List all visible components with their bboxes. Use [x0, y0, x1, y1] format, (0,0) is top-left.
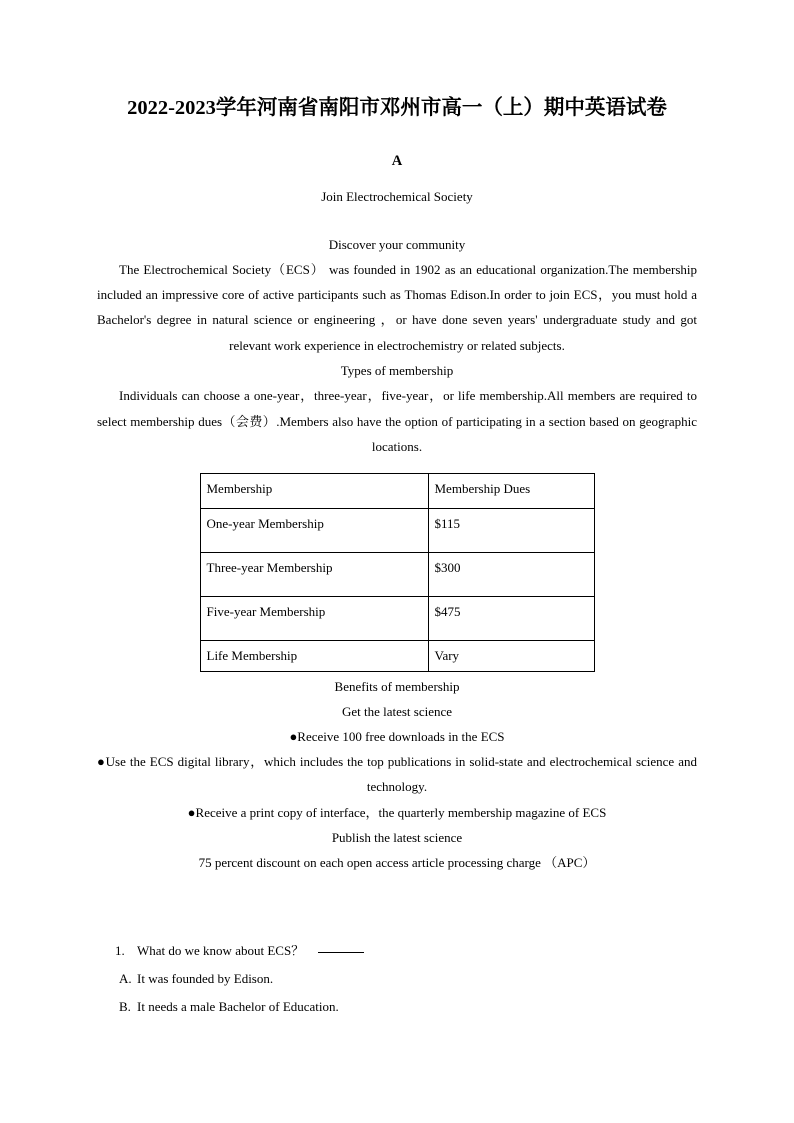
passage-subheading-publish: Publish the latest science	[331, 830, 463, 846]
table-cell-membership-type: Three-year Membership	[200, 552, 428, 596]
question-text: What do we know about ECS？	[137, 943, 305, 959]
question-1-option-a[interactable]	[97, 965, 697, 993]
benefit-item-discount: 75 percent discount on each open access article processing charge （APC）	[198, 855, 596, 871]
membership-dues-table	[200, 473, 595, 672]
passage-paragraph-2: Individuals can choose a one-year，three-year，five-year，or life membership.All members are required to select membership dues（会费）.Members also have the option of participating in a section based on geographic locations.	[97, 388, 697, 455]
passage-subheading-types: Types of membership	[340, 363, 454, 379]
table-cell-membership-type: One-year Membership	[200, 508, 428, 552]
table-cell-dues-amount: Vary	[428, 640, 594, 671]
option-letter: A.	[119, 971, 132, 987]
option-text: It needs a male Bachelor of Education.	[137, 999, 339, 1015]
question-number: 1.	[115, 943, 125, 959]
table-row	[200, 640, 594, 671]
table-header-dues: Membership Dues	[428, 473, 594, 508]
passage-subheading-get-science: Get the latest science	[341, 703, 453, 719]
table-cell-dues-amount: $300	[428, 552, 594, 596]
table-cell-membership-type: Five-year Membership	[200, 596, 428, 640]
benefit-item-downloads: ●Receive 100 free downloads in the ECS	[289, 728, 505, 744]
table-cell-dues-amount: $475	[428, 596, 594, 640]
table-cell-membership-type: Life Membership	[200, 640, 428, 671]
benefit-item-digital-library: ●Use the ECS digital library，which includes the top publications in solid-state and electrochemical science and technology.	[97, 753, 697, 795]
table-cell-dues-amount: $115	[428, 508, 594, 552]
page-title: 2022-2023学年河南省南阳市邓州市高一（上）期中英语试卷	[127, 97, 667, 119]
table-header-membership: Membership	[200, 473, 428, 508]
section-letter: A	[391, 152, 403, 169]
option-text: It was founded by Edison.	[137, 971, 274, 987]
answer-blank[interactable]	[318, 952, 364, 953]
table-row	[200, 508, 594, 552]
passage-paragraph-1: The Electrochemical Society（ECS） was founded in 1902 as an educational organization.The membership included an impressive core of active participants such as Thomas Edison.In order to join ECS，you must hold a Bachelor's degree in natural science or engineering ，or have done seven years' undergraduate study and got relevant work experience in electrochemistry or related subjects.	[97, 261, 697, 353]
table-header-row	[200, 473, 594, 508]
benefit-item-print-copy: ●Receive a print copy of interface，the quarterly membership magazine of ECS	[187, 804, 607, 820]
passage-subheading-benefits: Benefits of membership	[334, 678, 460, 694]
question-1-option-b[interactable]	[97, 993, 697, 1021]
table-row	[200, 596, 594, 640]
dues-table-container	[97, 460, 697, 674]
option-letter: B.	[119, 999, 131, 1015]
spacer	[97, 209, 697, 232]
reading-passage-a	[97, 123, 697, 875]
question-1	[97, 937, 697, 965]
table-row	[200, 552, 594, 596]
passage-subheading-discover: Discover your community	[328, 236, 466, 252]
questions-section	[97, 875, 697, 1021]
passage-heading: Join Electrochemical Society	[321, 188, 473, 204]
